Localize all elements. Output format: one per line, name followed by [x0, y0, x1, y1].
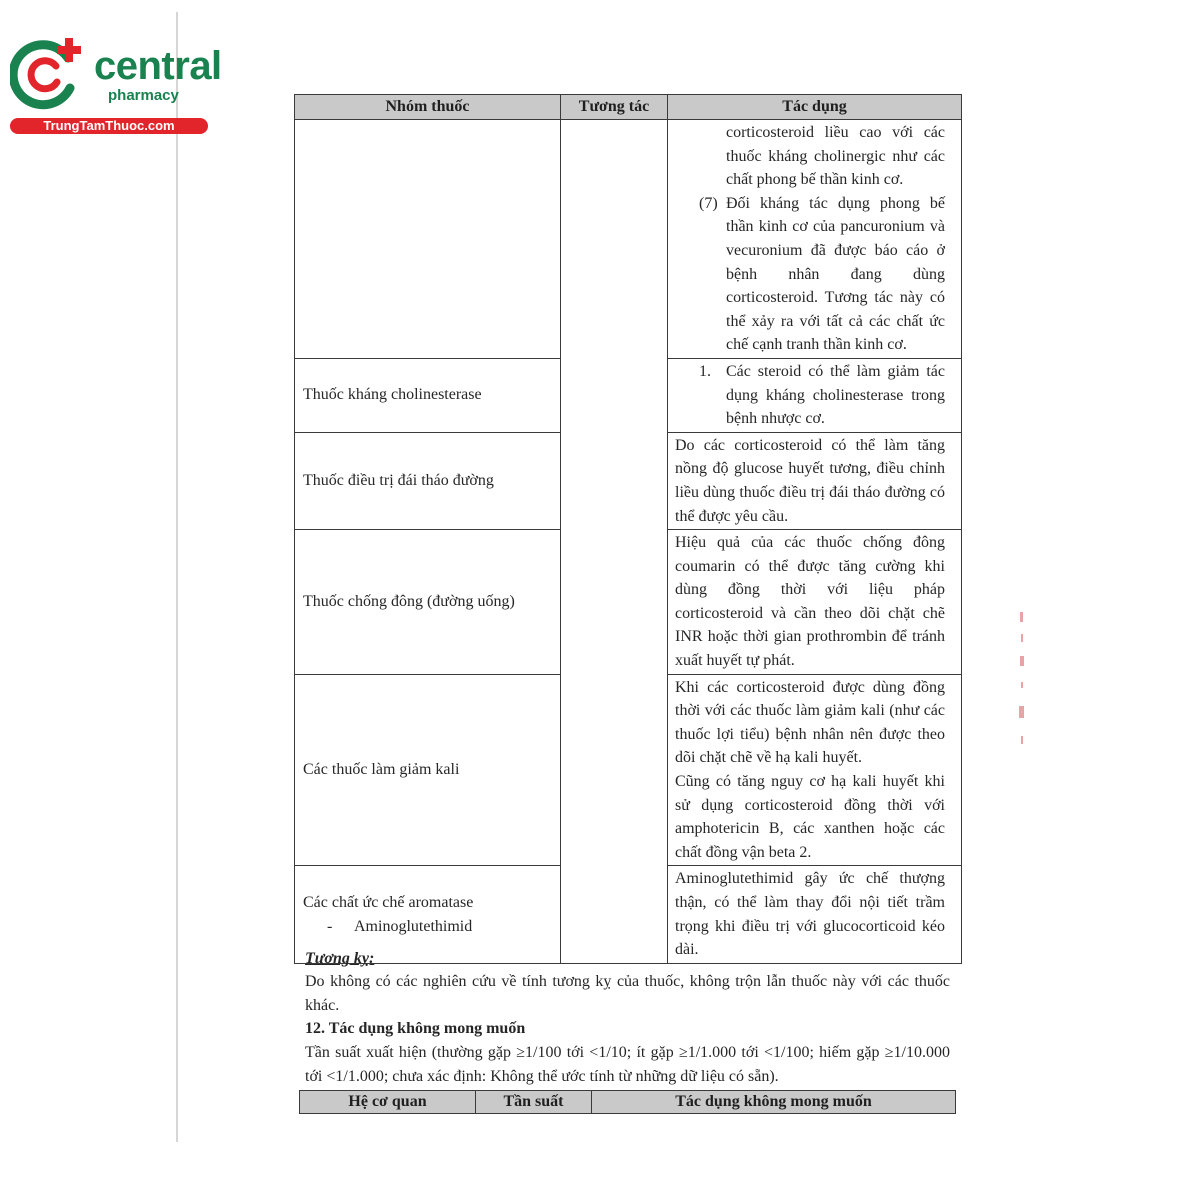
- logo-subtitle: pharmacy: [108, 87, 179, 104]
- effect-cell: [668, 120, 962, 359]
- table-header-row: [295, 95, 962, 120]
- drug-group-cell: Các thuốc làm giảm kali: [295, 674, 561, 866]
- drug-group-cell: [295, 120, 561, 359]
- drug-group-name: Các chất ức chế aromatase: [303, 893, 474, 911]
- list-item-number: (7): [699, 194, 718, 212]
- logo-mark-icon: [10, 38, 90, 110]
- table-row: [295, 120, 962, 359]
- effect-paragraph: Khi các corticosteroid được dùng đồng thời với các thuốc làm giảm kali (như các thuốc lợi tiểu) bệnh nhân nên được theo dõi chặt chẽ về hạ kali huyết.: [675, 678, 945, 767]
- table-header-row: [300, 1091, 956, 1114]
- sub-item-name: Aminoglutethimid: [354, 917, 473, 935]
- effect-cell: Hiệu quả của các thuốc chống đông coumarin có thể được tăng cường khi dùng đồng thời với liệu pháp corticosteroid và cần theo dõi chặt chẽ INR hoặc thời gian prothrombin để tránh xuất huyết tự phát.: [668, 530, 962, 675]
- effect-list-item: [675, 360, 945, 431]
- incompatibility-text: Do không có các nghiên cứu về tính tương kỵ của thuốc, không trộn lẫn thuốc này với các thuốc khác.: [305, 973, 950, 1014]
- effect-continued-text: corticosteroid liều cao với các thuốc kháng cholinergic như các chất phong bế thần kinh cơ.: [726, 124, 945, 189]
- drug-group-cell: Thuốc điều trị đái tháo đường: [295, 432, 561, 529]
- effect-cell: [668, 674, 962, 866]
- header-effect: Tác dụng: [668, 95, 962, 120]
- logo-brand: central: [94, 44, 222, 88]
- effect-cell: Aminoglutethimid gây ức chế thượng thận, có thể làm thay đổi nội tiết trầm trọng khi điều trị với glucocorticoid kéo dài.: [668, 866, 962, 963]
- frequency-text: Tần suất xuất hiện (thường gặp ≥1/100 tới <1/10; ít gặp ≥1/1.000 tới <1/100; hiếm gặp ≥1/10.000 tới <1/1.000; chưa xác định: Không thể ước tính từ những dữ liệu có sẵn).: [305, 1044, 950, 1085]
- margin-stamp-mark: [1018, 612, 1026, 752]
- interaction-column-cell: [561, 120, 668, 964]
- header-drug-group: Nhóm thuốc: [295, 95, 561, 120]
- section-12-title: 12. Tác dụng không mong muốn: [305, 1020, 526, 1037]
- drug-group-cell: Thuốc kháng cholinesterase: [295, 358, 561, 432]
- drug-interaction-table: [294, 94, 962, 964]
- list-item-number: 1.: [699, 362, 711, 380]
- header-interaction: Tương tác: [561, 95, 668, 120]
- header-organ-system: Hệ cơ quan: [300, 1091, 476, 1114]
- logo-site-bar: TrungTamThuoc.com: [10, 118, 208, 134]
- header-adverse-effect: Tác dụng không mong muốn: [592, 1091, 956, 1114]
- list-item-text: Đối kháng tác dụng phong bế thần kinh cơ của pancuronium và vecuronium đã được báo cáo ở bệnh nhân đang dùng corticosteroid. Tương tác này có thể xảy ra với tất cả các chất ức chế cạnh tranh thần kinh cơ.: [726, 194, 945, 354]
- central-pharmacy-logo: [10, 38, 222, 138]
- list-item-text: Các steroid có thể làm giảm tác dụng kháng cholinesterase trong bệnh nhược cơ.: [726, 362, 945, 428]
- drug-group-cell: Thuốc chống đông (đường uống): [295, 530, 561, 675]
- effect-cell: [668, 358, 962, 432]
- effect-cell: Do các corticosteroid có thể làm tăng nồng độ glucose huyết tương, điều chỉnh liều dùng thuốc điều trị đái tháo đường có thể được yêu cầu.: [668, 432, 962, 529]
- drug-sub-item: [303, 915, 560, 939]
- effect-list-item: [675, 192, 945, 357]
- header-frequency: Tần suất: [476, 1091, 592, 1114]
- incompatibility-heading: Tương kỵ:: [305, 950, 375, 967]
- adverse-effects-table: [299, 1090, 956, 1114]
- page-edge: [176, 12, 178, 1142]
- sub-item-dash: -: [327, 917, 333, 935]
- effect-paragraph: Cũng có tăng nguy cơ hạ kali huyết khi sử dụng corticosteroid đồng thời với amphotericin B, các xanthen hoặc các chất đồng vận beta 2.: [675, 773, 945, 861]
